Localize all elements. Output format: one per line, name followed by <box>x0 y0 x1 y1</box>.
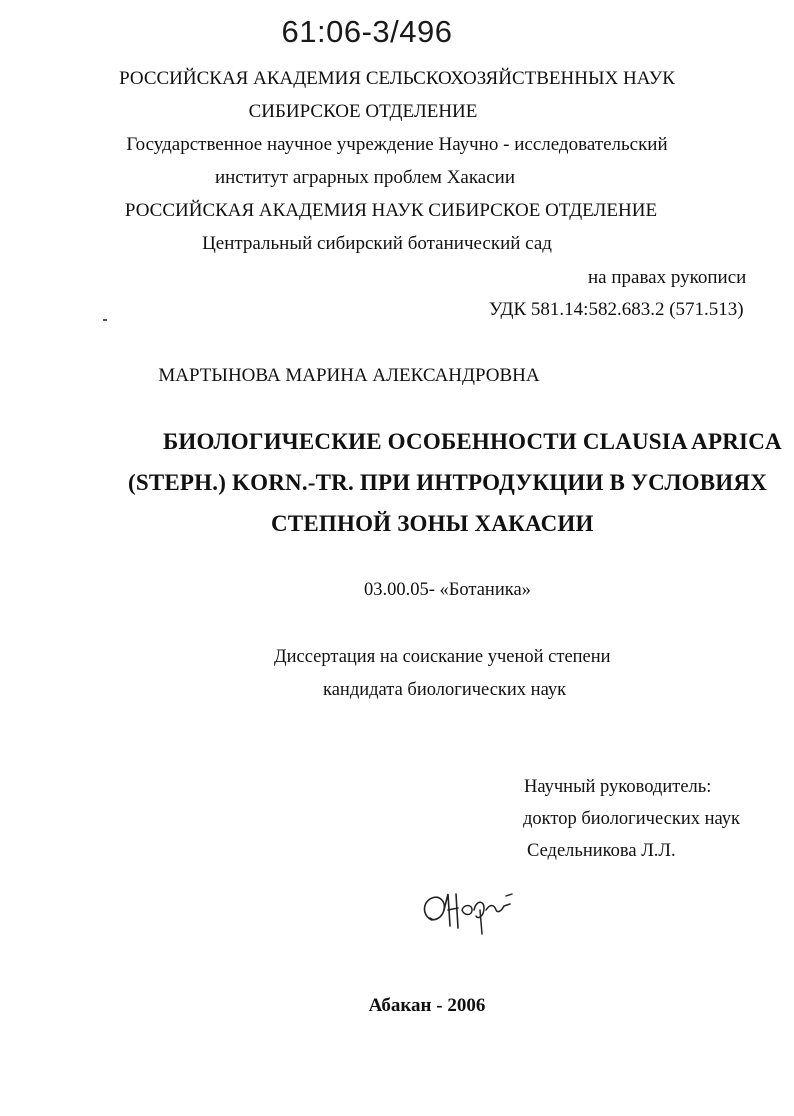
degree-line-2: кандидата биологических наук <box>323 680 567 700</box>
specialty-code: 03.00.05- «Ботаника» <box>364 580 531 600</box>
academy-sciences-siberian-division: РОССИЙСКАЯ АКАДЕМИЯ НАУК СИБИРСКОЕ ОТДЕЛЕНИЕ <box>124 200 658 221</box>
siberian-division: СИБИРСКОЕ ОТДЕЛЕНИЕ <box>248 101 478 122</box>
academy-agricultural-sciences: РОССИЙСКАЯ АКАДЕМИЯ СЕЛЬСКОХОЗЯЙСТВЕННЫХ НАУК <box>119 68 675 89</box>
supervisor-label: Научный руководитель: <box>524 777 712 797</box>
title-line-1: БИОЛОГИЧЕСКИЕ ОСОБЕННОСТИ CLAUSIA APRICA <box>163 429 782 454</box>
author-name: МАРТЫНОВА МАРИНА АЛЕКСАНДРОВНА <box>158 365 540 386</box>
title-line-3: СТЕПНОЙ ЗОНЫ ХАКАСИИ <box>271 511 594 536</box>
institution-line-1: Государственное научное учреждение Научно - исследовательский <box>126 134 668 155</box>
archive-stamp: 61:06-3/496 <box>281 14 453 49</box>
place-and-year: Абакан - 2006 <box>368 995 486 1016</box>
title-line-2: (STEPH.) KORN.-TR. ПРИ ИНТРОДУКЦИИ В УСЛОВИЯХ <box>128 470 768 495</box>
scan-mark <box>103 319 107 321</box>
institution-line-2: институт аграрных проблем Хакасии <box>214 167 516 188</box>
supervisor-name: Седельникова Л.Л. <box>527 841 676 861</box>
supervisor-degree: доктор биологических наук <box>523 809 741 829</box>
udk-code: УДК 581.14:582.683.2 (571.513) <box>489 299 744 320</box>
central-siberian-botanical-garden: Центральный сибирский ботанический сад <box>202 233 552 254</box>
author-signature <box>418 880 518 938</box>
manuscript-note: на правах рукописи <box>588 267 747 288</box>
degree-line-1: Диссертация на соискание ученой степени <box>274 647 611 667</box>
